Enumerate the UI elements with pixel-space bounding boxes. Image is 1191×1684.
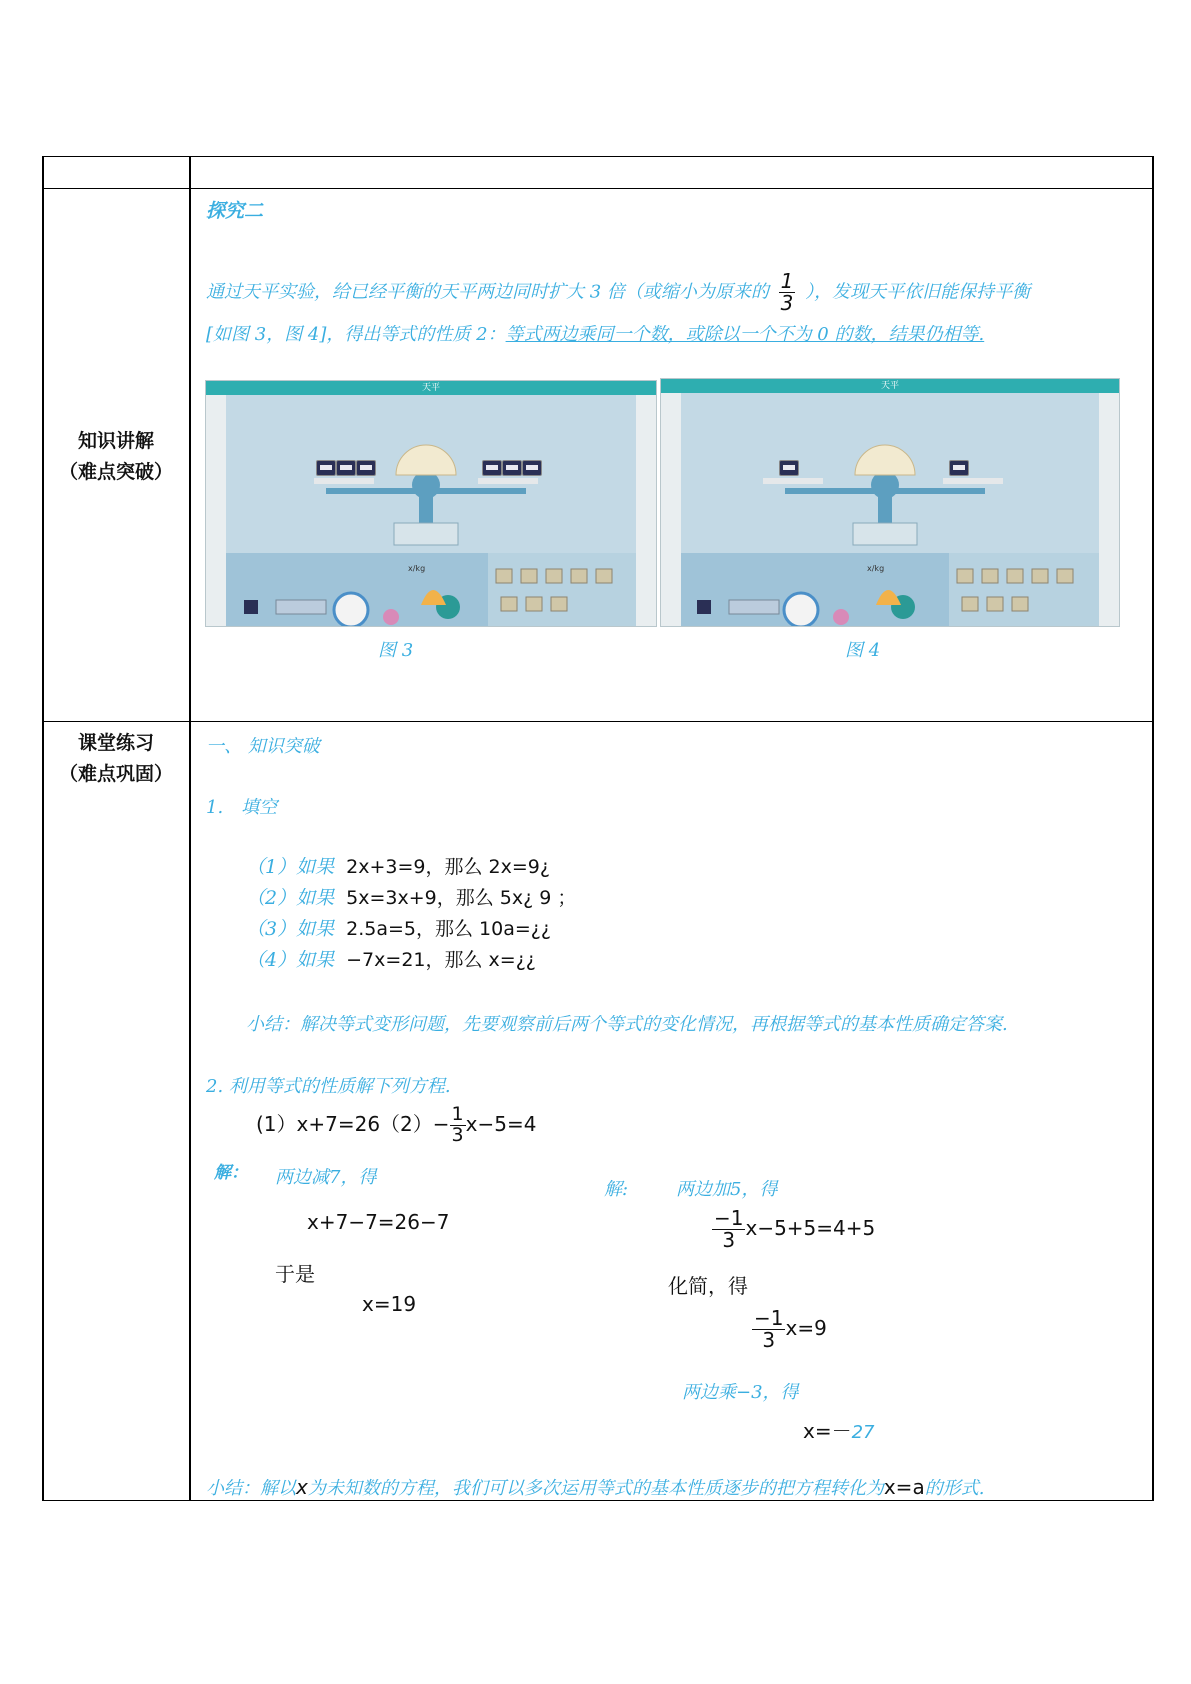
ball-label: x/kg [867, 564, 885, 573]
fraction-neg-one-third [752, 1308, 785, 1351]
item-number: （2）如果 [246, 887, 335, 909]
fraction-denominator: 3 [451, 1123, 464, 1146]
question-1-item [246, 914, 551, 941]
figure-3-caption: 图 3 [378, 640, 414, 661]
label-line: 课堂练习 [77, 732, 154, 754]
problem-text: x−5=4 [465, 1111, 537, 1136]
table-border-bottom [42, 1500, 1154, 1501]
question-2-title: 2. 利用等式的性质解下列方程. [206, 1076, 451, 1097]
equation-rest: x−5+5=4+5 [745, 1216, 876, 1240]
explore-paragraph-line2 [206, 320, 984, 346]
summary-text: 小结：解以 [206, 1478, 296, 1499]
balance-figure-4 [660, 378, 1120, 627]
solution-2-equation [712, 1208, 875, 1251]
table-border-top [42, 156, 1154, 157]
answer-text: x=－ [803, 1419, 852, 1443]
weight-block [502, 460, 522, 476]
item-number: （3）如果 [246, 918, 335, 940]
fraction-numerator: −1 [754, 1306, 784, 1330]
app-titlebar: 天平 [661, 379, 1119, 393]
fraction-denominator: 3 [762, 1328, 776, 1352]
summary-variable: x [296, 1475, 308, 1499]
weight-block [949, 460, 969, 476]
balance-figure-3 [205, 380, 657, 627]
item-number: （1）如果 [246, 856, 335, 878]
solution-2-label: 解: [604, 1179, 629, 1200]
item-equation: 2.5a=5，那么 10a=¿¿ [346, 918, 551, 940]
figure-4-caption: 图 4 [845, 640, 881, 661]
label-line: （难点巩固） [58, 763, 173, 785]
final-summary [206, 1474, 984, 1500]
practice-heading: 一、 知识突破 [206, 736, 320, 757]
right-toolbar [636, 395, 656, 626]
summary-target-form: x=a [883, 1475, 925, 1499]
left-toolbar [661, 393, 681, 626]
weight-block [522, 460, 542, 476]
section-label-practice [42, 728, 190, 790]
solution-1-therefore: 于是 [275, 1262, 315, 1286]
answer-value: 27 [851, 1422, 875, 1443]
weight-block [316, 460, 336, 476]
explore-title: 探究二 [206, 200, 264, 222]
solution-2-equation [752, 1308, 827, 1351]
right-toolbar [1099, 393, 1119, 626]
solution-2-step: 两边加5，得 [676, 1179, 778, 1200]
lesson-table [42, 156, 1154, 1501]
solution-2-simplify: 化简，得 [668, 1274, 748, 1298]
weight-block [482, 460, 502, 476]
balance-scale-illustration [226, 395, 636, 626]
fraction-numerator: 1 [451, 1103, 464, 1125]
paragraph-text: 通过天平实验，给已经平衡的天平两边同时扩大 3 倍（或缩小为原来的 [206, 281, 769, 303]
label-line: （难点突破） [58, 461, 173, 483]
app-titlebar: 天平 [206, 381, 656, 395]
fraction-denominator: 3 [722, 1228, 736, 1252]
solution-1-label: 解： [214, 1163, 248, 1183]
ball-label: x/kg [408, 564, 426, 573]
paragraph-text: [如图 3，图 4]，得出等式的性质 2： [206, 324, 506, 345]
item-number: （4）如果 [246, 949, 335, 971]
section-label-knowledge [42, 426, 190, 488]
label-line: 知识讲解 [77, 430, 154, 452]
question-1-summary: 小结：解决等式变形问题，先要观察前后两个等式的变化情况，再根据等式的基本性质确定答案. [246, 1014, 1008, 1035]
question-1-title: 1. 填空 [206, 797, 278, 818]
summary-text: 为未知数的方程，我们可以多次运用等式的基本性质逐步的把方程转化为 [307, 1478, 884, 1499]
paragraph-text: ），发现天平依旧能保持平衡 [805, 281, 1031, 303]
explore-paragraph-line1 [206, 271, 1030, 314]
solution-1-step: 两边减7，得 [275, 1167, 377, 1188]
table-border-right [1152, 156, 1154, 1501]
table-row-divider [42, 721, 1154, 722]
weight-block [336, 460, 356, 476]
fraction-neg-one-third [712, 1208, 745, 1251]
solution-1-equation: x+7−7=26−7 [307, 1210, 450, 1234]
fraction-one-third [450, 1105, 466, 1146]
item-equation: −7x=21，那么 x=¿¿ [346, 949, 536, 971]
property-statement: 等式两边乘同一个数，或除以一个不为 0 的数，结果仍相等. [505, 324, 985, 345]
fraction-denominator: 3 [780, 291, 794, 315]
question-2-problems [256, 1105, 536, 1146]
solution-2-step: 两边乘−3，得 [682, 1382, 799, 1403]
table-column-divider [189, 156, 191, 1501]
weight-block [779, 460, 799, 476]
question-1-item [246, 945, 536, 972]
fraction-numerator: 1 [780, 269, 794, 293]
question-1-item [246, 883, 576, 910]
problem-text: (1）x+7=26（2）− [256, 1111, 450, 1136]
left-toolbar [206, 395, 226, 626]
solution-2-answer [803, 1415, 875, 1444]
summary-text: 的形式. [924, 1478, 985, 1499]
solution-1-answer: x=19 [362, 1292, 417, 1316]
equation-rest: x=9 [785, 1316, 827, 1340]
table-border-left [42, 156, 44, 1501]
fraction-one-third [779, 271, 796, 314]
item-equation: 2x+3=9，那么 2x=9¿ [346, 856, 550, 878]
weight-block [356, 460, 376, 476]
table-row-divider [42, 188, 1154, 189]
fraction-numerator: −1 [714, 1206, 744, 1230]
question-1-item [246, 852, 550, 879]
item-equation: 5x=3x+9，那么 5x¿ 9 ； [346, 887, 577, 909]
balance-scale-illustration [681, 393, 1099, 626]
